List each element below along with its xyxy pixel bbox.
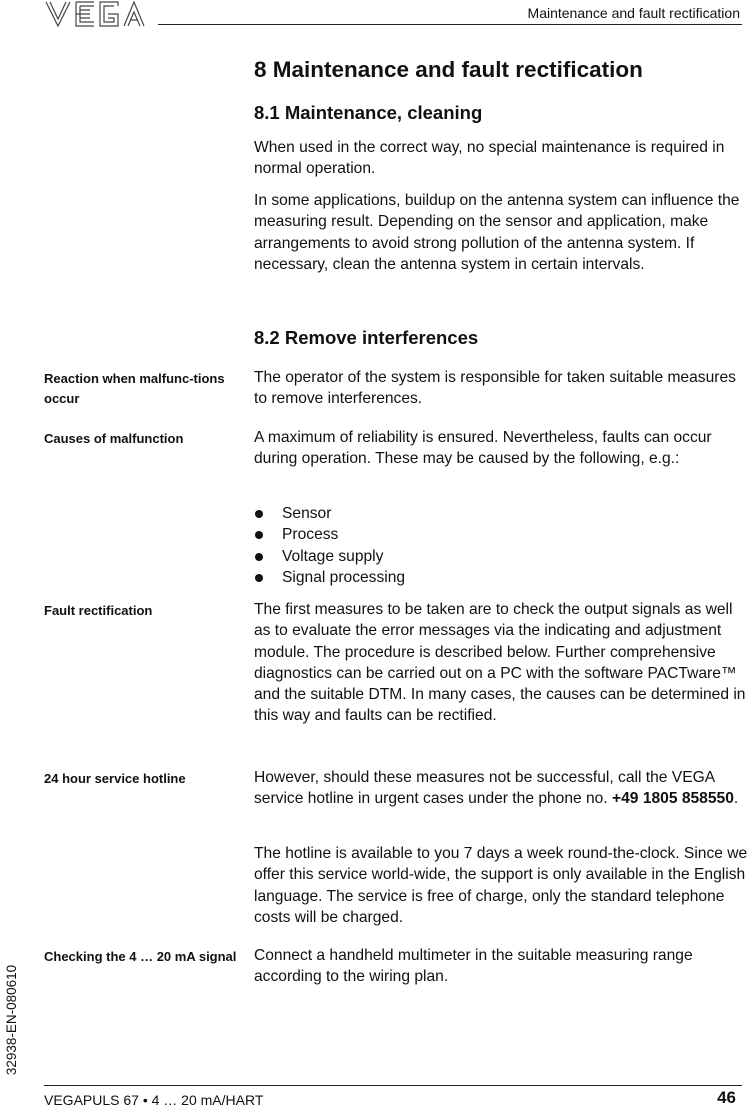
chapter-title: 8 Maintenance and fault rectification bbox=[254, 57, 643, 82]
vega-logo bbox=[44, 0, 148, 28]
document-id: 32938-EN-080610 bbox=[4, 964, 19, 1076]
hotline-phone: +49 1805 858550 bbox=[612, 790, 734, 808]
page-number: 46 bbox=[717, 1088, 736, 1107]
fault-paragraph: The first measures to be taken are to check the output signals as well as to evaluate the error messages via the indicating and adjustment module. The procedure is described below. Further comprehensive diagnostics can be carried out on a PC with the software PACTware™ and the suitable DTM. In many cases, the causes can be determined in this way and faults can be rectified. bbox=[254, 601, 746, 725]
bullet-icon bbox=[255, 531, 263, 539]
section-title-maintenance: 8.1 Maintenance, cleaning bbox=[254, 102, 483, 123]
side-label-causes: Causes of malfunction bbox=[44, 431, 184, 446]
list-item: Signal processing bbox=[254, 567, 734, 588]
bullet-icon bbox=[255, 574, 263, 582]
side-label-reaction: Reaction when malfunc-tions occur bbox=[44, 371, 225, 406]
causes-paragraph: A maximum of reliability is ensured. Nevertheless, faults can occur during operation. These may be caused by the following, e.g.: bbox=[254, 429, 712, 468]
bullet-icon bbox=[255, 553, 263, 561]
hotline-paragraph: However, should these measures not be successful, call the VEGA service hotline in urgent cases under the phone no. +49 1805 858550. bbox=[254, 769, 739, 808]
side-label-checking: Checking the 4 … 20 mA signal bbox=[44, 949, 237, 964]
list-item: Voltage supply bbox=[254, 546, 734, 567]
checking-paragraph: Connect a handheld multimeter in the suitable measuring range according to the wiring plan. bbox=[254, 947, 693, 986]
maintenance-paragraph-1: When used in the correct way, no special maintenance is required in normal operation. bbox=[254, 139, 725, 178]
side-label-fault: Fault rectification bbox=[44, 603, 153, 618]
footer-product: VEGAPULS 67 • 4 … 20 mA/HART bbox=[44, 1092, 264, 1108]
section-title-interferences: 8.2 Remove interferences bbox=[254, 327, 479, 348]
header-rule bbox=[158, 24, 742, 25]
side-label-hotline: 24 hour service hotline bbox=[44, 771, 186, 786]
maintenance-paragraph-2: In some applications, buildup on the antenna system can influence the measuring result. Depending on the sensor and application, make arrangements to avoid strong pollution of the antenna system. If necessary, clean the antenna system in certain intervals. bbox=[254, 192, 740, 273]
reaction-paragraph: The operator of the system is responsible for taken suitable measures to remove interferences. bbox=[254, 369, 736, 408]
list-item: Sensor bbox=[254, 503, 734, 524]
running-title: Maintenance and fault rectification bbox=[527, 5, 740, 21]
footer-rule bbox=[44, 1085, 742, 1086]
bullet-icon bbox=[255, 510, 263, 518]
hotline-paragraph-2: The hotline is available to you 7 days a week round-the-clock. Since we offer this service world-wide, the support is only available in the English language. The service is free of charge, only the standard telephone costs will be charged. bbox=[254, 845, 748, 926]
list-item: Process bbox=[254, 524, 734, 545]
causes-list bbox=[254, 503, 734, 588]
